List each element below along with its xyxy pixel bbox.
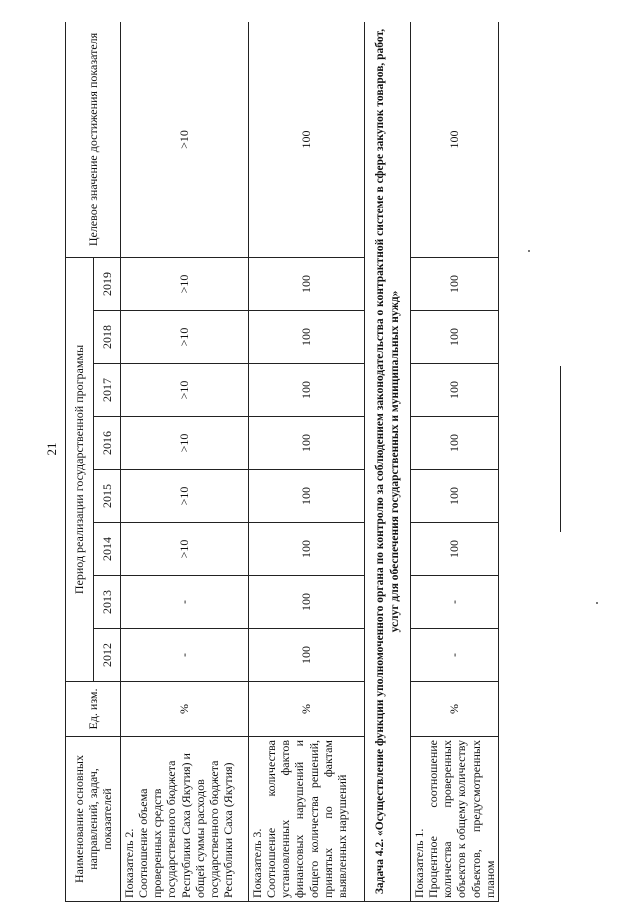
separator-line	[560, 366, 561, 532]
value-cell: 100	[411, 523, 499, 576]
table-row	[121, 22, 249, 902]
table-row	[249, 22, 365, 902]
unit-cell: %	[121, 682, 249, 737]
value-cell: -	[121, 629, 249, 682]
indicator-name-cell	[121, 737, 249, 902]
indicator-text: Процентное соотношение количества проверенных объектов к общему количеству объектов, предусмотренных планом	[426, 740, 497, 898]
value-cell: 100	[249, 364, 365, 417]
value-cell: 100	[411, 311, 499, 364]
unit-cell: %	[411, 682, 499, 737]
value-cell: 100	[249, 257, 365, 310]
value-cell: 100	[411, 257, 499, 310]
task-heading: Задача 4.2. «Осуществление функции уполномоченного органа по контролю за соблюдением законодательства о контрактной системе в сфере закупок товаров, работ, услуг для обеспечения государственных и муниципальных нужд»	[365, 22, 411, 902]
target-cell: 100	[249, 22, 365, 257]
header-year: 2012	[93, 629, 121, 682]
value-cell: 100	[411, 364, 499, 417]
value-cell: 100	[411, 470, 499, 523]
value-cell: 100	[249, 629, 365, 682]
indicator-text: Соотношение объема проверенных средств государственного бюджета Республики Саха (Якутия) и общей суммы расходов государственного бюджета Республики Саха (Якутия)	[136, 753, 236, 898]
value-cell: >10	[121, 417, 249, 470]
header-year: 2015	[93, 470, 121, 523]
value-cell: >10	[121, 311, 249, 364]
value-cell: 100	[249, 523, 365, 576]
value-cell: 100	[411, 417, 499, 470]
header-unit: Ед. изм.	[66, 682, 121, 737]
value-cell: -	[121, 576, 249, 629]
indicator-text: Соотношение количества установленных фактов финансовых нарушений и общего количества решений, принятых по фактам выявленных нарушений	[264, 740, 349, 898]
indicators-table	[65, 22, 499, 902]
value-cell: >10	[121, 470, 249, 523]
value-cell: >10	[121, 364, 249, 417]
header-year: 2016	[93, 417, 121, 470]
task-row	[365, 22, 411, 902]
scan-speck	[596, 602, 598, 604]
indicator-label: Показатель 3.	[250, 828, 264, 898]
header-year: 2018	[93, 311, 121, 364]
value-cell: >10	[121, 257, 249, 310]
table-landscape	[65, 22, 541, 902]
target-cell: >10	[121, 22, 249, 257]
header-year: 2013	[93, 576, 121, 629]
header-year: 2017	[93, 364, 121, 417]
indicator-name-cell	[411, 737, 499, 902]
value-cell: >10	[121, 523, 249, 576]
header-name: Наименование основных направлений, задач, показателей	[66, 737, 121, 902]
page-number: 21	[44, 442, 59, 456]
value-cell: 100	[249, 470, 365, 523]
value-cell: -	[411, 629, 499, 682]
header-period: Период реализации государственной программы	[66, 257, 94, 681]
value-cell: 100	[249, 311, 365, 364]
indicator-name-cell	[249, 737, 365, 902]
value-cell: -	[411, 576, 499, 629]
value-cell: 100	[249, 576, 365, 629]
rotated-table-frame	[65, 22, 541, 902]
target-cell: 100	[411, 22, 499, 257]
value-cell: 100	[249, 417, 365, 470]
table-row	[411, 22, 499, 902]
header-target: Целевое значение достижения показателя	[66, 22, 121, 257]
unit-cell: %	[249, 682, 365, 737]
indicator-label: Показатель 1.	[412, 828, 426, 898]
header-year: 2014	[93, 523, 121, 576]
header-year: 2019	[93, 257, 121, 310]
indicator-label: Показатель 2.	[122, 828, 136, 898]
